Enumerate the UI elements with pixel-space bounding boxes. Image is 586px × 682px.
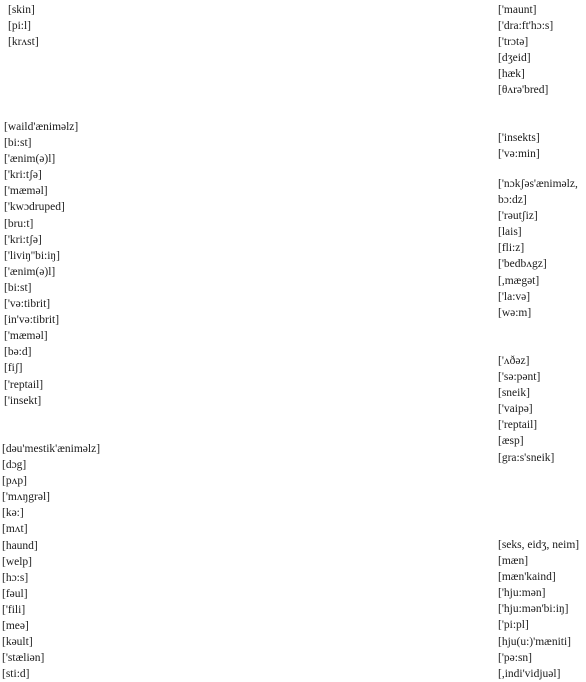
transcription-line: ['pi:pl] — [498, 619, 529, 632]
transcription-line: ['ænim(ǝ)l] — [4, 265, 56, 278]
transcription-line: [in'vǝ:tibrit] — [4, 314, 60, 327]
transcription-line: ['hju:mǝn] — [498, 587, 546, 600]
transcription-line: [bru:t] — [4, 217, 34, 230]
transcription-line: [hæk] — [498, 68, 525, 81]
transcription-line: [kǝ:] — [2, 507, 24, 520]
left-block-2 — [4, 119, 78, 409]
transcription-line: ['mʌŋgrǝl] — [2, 491, 50, 504]
transcription-line: ['dra:ft'hɔ:s] — [498, 20, 554, 33]
transcription-line: ['pǝ:sn] — [498, 651, 533, 664]
transcription-line: ['ænim(ǝ)l] — [4, 153, 56, 166]
transcription-line: ['vǝ:min] — [498, 148, 540, 161]
transcription-line: [,indi'vidjuǝl] — [498, 667, 561, 680]
transcription-line: [mæn'kaind] — [498, 571, 556, 584]
transcription-line: [kǝult] — [2, 636, 33, 649]
transcription-line: [dɔg] — [2, 459, 27, 472]
transcription-line: ['insekt] — [4, 394, 42, 407]
transcription-line: [dʒeid] — [498, 52, 531, 65]
transcription-line: [gra:s'sneik] — [498, 451, 555, 464]
transcription-line: [hju(u:)'mæniti] — [498, 635, 571, 648]
transcription-line: [welp] — [2, 555, 33, 568]
transcription-line: [krʌst] — [8, 36, 39, 49]
transcription-line: [fli:z] — [498, 242, 525, 255]
transcription-line: ['la:vǝ] — [498, 290, 531, 303]
transcription-line: [mʌt] — [2, 523, 28, 536]
transcription-line: ['kwɔdruped] — [4, 201, 65, 214]
transcription-line: [dǝu'mestik'ænimǝlz] — [2, 443, 101, 455]
transcription-line: ['trɔtǝ] — [498, 36, 529, 49]
transcription-line: [sneik] — [498, 387, 530, 400]
transcription-line: ['insekts] — [498, 132, 540, 144]
transcription-line: [meǝ] — [2, 620, 29, 633]
transcription-line: ['mæmǝl] — [4, 185, 48, 198]
transcription-line: [θʌrǝ'bred] — [498, 84, 549, 97]
transcription-line: ['mæmǝl] — [4, 330, 48, 343]
transcription-line: [pʌp] — [2, 475, 27, 488]
transcription-line: [skin] — [8, 4, 35, 16]
right-block-5 — [498, 537, 579, 682]
transcription-line: [haund] — [2, 539, 38, 552]
transcription-line: ['fili] — [2, 603, 26, 616]
transcription-line: ['ʌðǝz] — [498, 355, 530, 367]
transcription-line: bɔ:dz] — [498, 194, 527, 207]
transcription-line: ['liviŋ''bi:iŋ] — [4, 249, 60, 262]
transcription-line: ['vaipǝ] — [498, 403, 533, 416]
transcription-line: [waild'ænimǝlz] — [4, 121, 79, 133]
transcription-line: [bi:st] — [4, 137, 32, 150]
right-block-3 — [498, 176, 578, 321]
left-block-3 — [2, 441, 100, 682]
transcription-line: ['kri:tʃǝ] — [4, 233, 42, 246]
transcription-line: [æsp] — [498, 435, 524, 448]
left-block-1 — [8, 2, 39, 50]
right-block-2 — [498, 130, 540, 162]
transcription-line: ['reptail] — [498, 419, 538, 432]
transcription-line: ['kri:tʃǝ] — [4, 169, 42, 182]
right-block-1 — [498, 2, 553, 99]
transcription-line: [fiʃ] — [4, 362, 23, 375]
transcription-line: ['rǝutʃiz] — [498, 210, 538, 223]
transcription-line: [fǝul] — [2, 587, 28, 600]
transcription-line: [mæn] — [498, 555, 529, 568]
transcription-line: [sti:d] — [2, 668, 30, 681]
transcription-line: ['reptail] — [4, 378, 44, 391]
transcription-line: ['vǝ:tibrit] — [4, 298, 51, 311]
transcription-line: ['maunt] — [498, 4, 537, 16]
transcription-line: [seks, eidʒ, neim] — [498, 539, 580, 551]
transcription-line: [hɔ:s] — [2, 571, 29, 584]
transcription-line: [bi:st] — [4, 281, 32, 294]
transcription-line: [wǝ:m] — [498, 306, 532, 319]
transcription-line: [bǝ:d] — [4, 346, 32, 359]
transcription-line: [pi:l] — [8, 20, 31, 33]
right-block-4 — [498, 353, 554, 466]
transcription-line: ['hju:mǝn'bi:iŋ] — [498, 603, 569, 616]
transcription-line: ['bedbʌgz] — [498, 258, 547, 271]
transcription-line: ['nɔkʃǝs'ænimǝlz, — [498, 178, 578, 190]
transcription-line: [,mægǝt] — [498, 274, 540, 287]
transcription-line: ['stæliǝn] — [2, 652, 45, 665]
transcription-line: ['sǝ:pǝnt] — [498, 371, 541, 384]
transcription-line: [lais] — [498, 226, 522, 239]
